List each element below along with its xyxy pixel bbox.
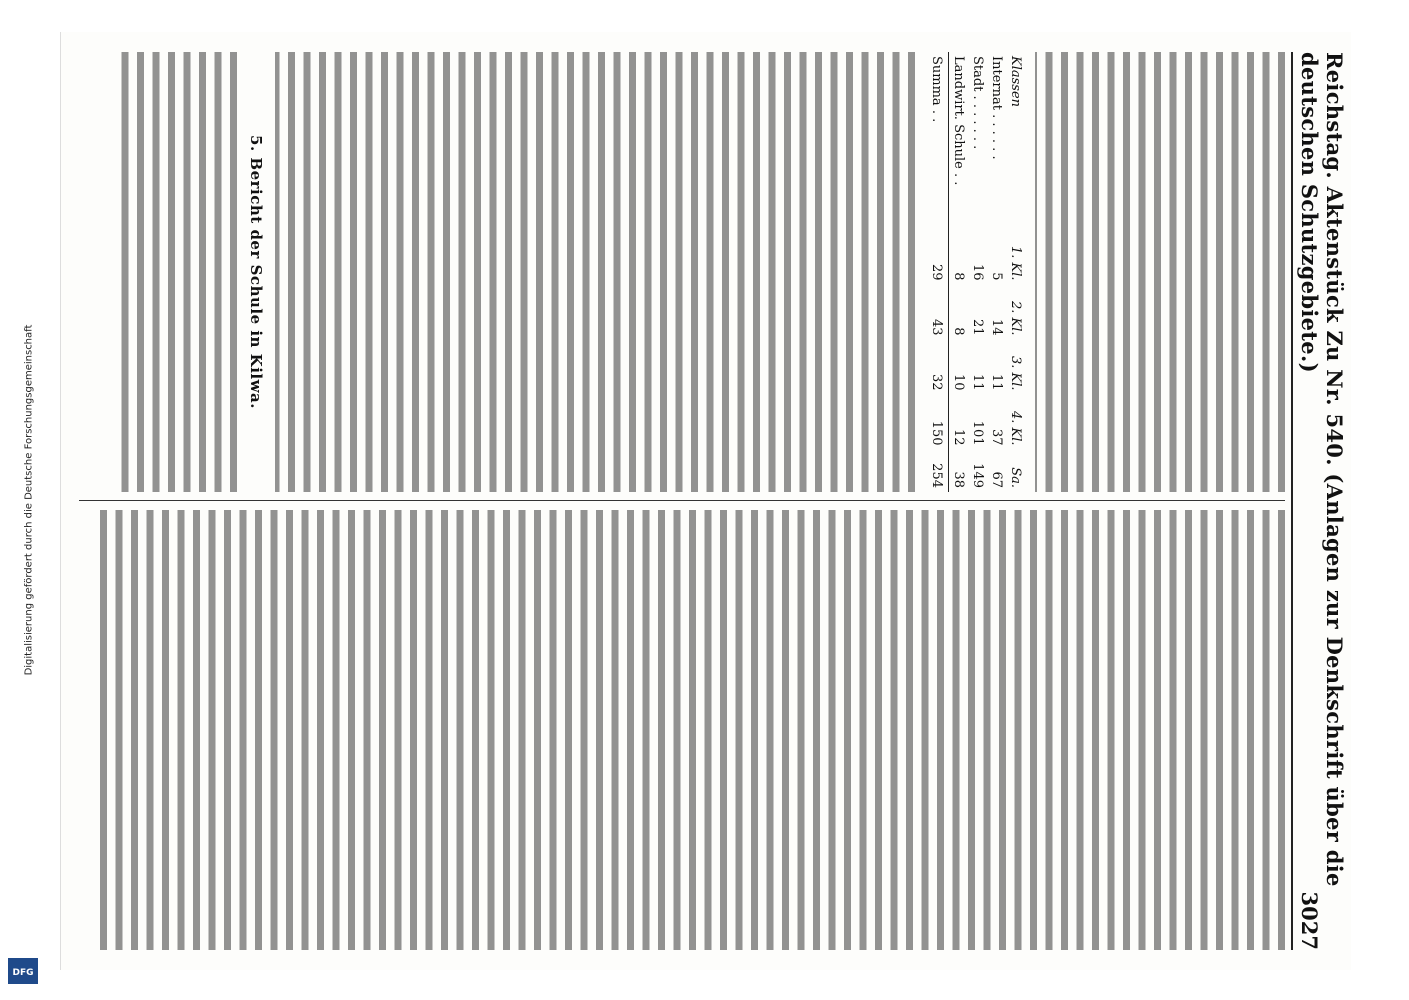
dfg-logo-text: DFG <box>12 968 34 978</box>
table-cell: 12 <box>951 428 966 446</box>
rotated-page-content <box>61 32 1351 970</box>
document-page <box>60 32 1351 970</box>
digitization-credit <box>14 60 44 940</box>
table-header-cell: 3. Kl. <box>1008 355 1023 391</box>
table-cell: 38 <box>951 471 966 488</box>
table-cell: 5 <box>989 272 1004 281</box>
table-header-cell: Klassen <box>1008 56 1023 108</box>
table-header-cell: 4. Kl. <box>1008 410 1023 446</box>
table-cell: 67 <box>989 471 1004 488</box>
row-label: Summa . . <box>927 52 949 230</box>
table-cell: 43 <box>927 285 949 340</box>
table-sum-row <box>927 52 949 492</box>
table-cell: 16 <box>970 264 985 281</box>
left-column <box>79 52 1285 492</box>
column-divider <box>79 500 1285 501</box>
section-heading: 5. Bericht der Schule in Kilwa. <box>247 135 265 409</box>
table-cell: 254 <box>927 450 949 492</box>
credit-text: Digitalisierung gefördert durch die Deutsche Forschungsgemeinschaft <box>23 324 35 676</box>
table-header-row <box>1006 52 1025 492</box>
table-cell: 150 <box>927 395 949 450</box>
table-cell: 21 <box>970 319 985 336</box>
table-header-cell: Sa. <box>1008 467 1023 488</box>
row-label: Landwirt. Schule . . <box>951 56 966 186</box>
table-cell: 149 <box>970 463 985 488</box>
running-header <box>1291 52 1347 950</box>
table-cell: 32 <box>927 340 949 395</box>
header-title: Reichstag. Aktenstück Zu Nr. 540. (Anlagen zur Denkschrift über die deutschen Schutzgebiete.) <box>1297 52 1347 887</box>
row-label: Stadt . . . . . . . <box>970 56 985 150</box>
row-label: Internat . . . . . . <box>989 56 1004 160</box>
page-number: 3027 <box>1297 891 1322 950</box>
text-block <box>1035 52 1285 492</box>
text-block <box>95 510 1285 950</box>
table-cell: 14 <box>989 319 1004 336</box>
table-row <box>987 52 1006 492</box>
table-cell: 101 <box>970 420 985 446</box>
table-row <box>949 52 969 492</box>
table-cell: 37 <box>989 428 1004 446</box>
text-block <box>117 52 237 492</box>
dfg-logo-icon <box>8 958 38 984</box>
text-block <box>275 52 915 492</box>
table-cell: 29 <box>927 230 949 285</box>
table-cell: 11 <box>970 373 985 391</box>
class-enrollment-table <box>927 52 1025 492</box>
table-header-cell: 2. Kl. <box>1008 301 1023 336</box>
table-row <box>968 52 987 492</box>
table-cell: 8 <box>951 272 966 281</box>
table-cell: 8 <box>951 327 966 336</box>
table-cell: 10 <box>951 373 966 391</box>
table-cell: 11 <box>989 373 1004 391</box>
table-header-cell: 1. Kl. <box>1008 246 1023 281</box>
right-column <box>79 510 1285 950</box>
